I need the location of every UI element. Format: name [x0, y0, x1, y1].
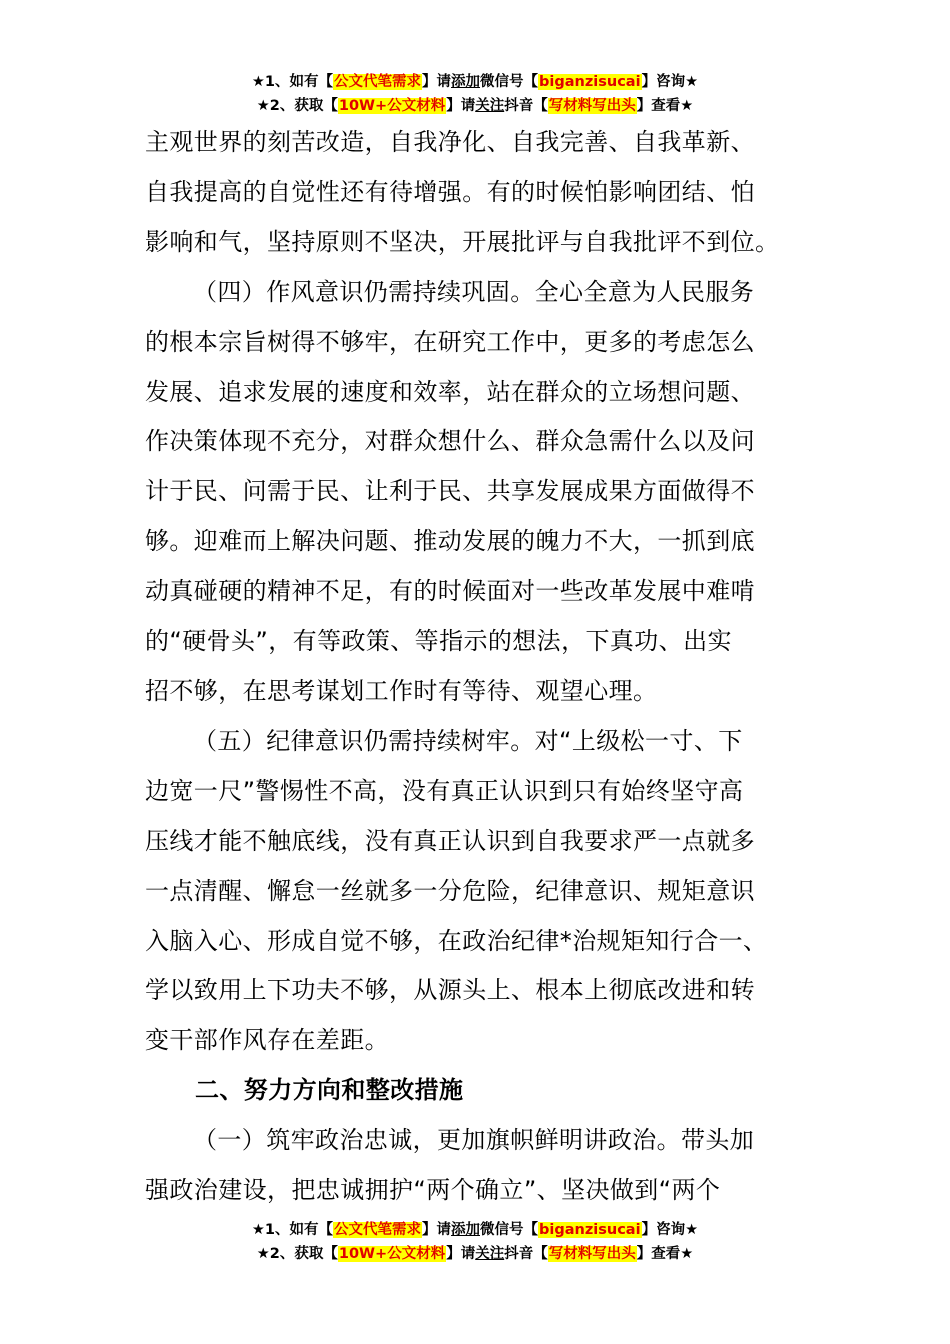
banner-text: ★1、如有【 — [251, 1222, 334, 1238]
highlight-text: 写材料写出头 — [548, 1246, 636, 1262]
banner-text: ★1、如有【 — [251, 74, 334, 90]
body-line: 主观世界的刻苦改造，自我净化、自我完善、自我革新、 — [145, 128, 755, 156]
banner-line-1 — [0, 70, 950, 94]
body-line: 计于民、问需于民、让利于民、共享发展成果方面做得不 — [145, 477, 755, 506]
body-line: 发展、追求发展的速度和效率，站在群众的立场想问题、 — [145, 377, 755, 406]
emphasis-text: 添加 — [451, 74, 481, 90]
banner-text: 】咨询★ — [641, 1222, 699, 1238]
banner-line-1 — [0, 1218, 950, 1242]
banner-text: 抖音【 — [504, 1246, 548, 1262]
document-body — [145, 118, 810, 1216]
body-line: 边宽一尺”警惕性不高，没有真正认识到只有始终坚守高 — [145, 776, 744, 805]
banner-text: 微信号【 — [480, 1222, 539, 1238]
body-line: （五）纪律意识仍需持续树牢。对“上级松一寸、下 — [193, 726, 743, 755]
body-line: 够。迎难而上解决问题、推动发展的魄力不大，一抓到底 — [145, 527, 755, 556]
body-line: 入脑入心、形成自觉不够，在政治纪律*治规矩知行合一、 — [145, 926, 768, 955]
body-line: 自我提高的自觉性还有待增强。有的时候怕影响团结、怕 — [145, 177, 755, 206]
banner-text: 】请 — [422, 74, 452, 90]
body-line: 动真碰硬的精神不足，有的时候面对一些改革发展中难啃 — [145, 577, 755, 606]
highlight-text: 写材料写出头 — [548, 98, 636, 114]
banner-text: 】咨询★ — [641, 74, 699, 90]
body-line: （一）筑牢政治忠诚，更加旗帜鲜明讲政治。带头加 — [193, 1126, 755, 1155]
body-line: 影响和气，坚持原则不坚决，开展批评与自我批评不到位。 — [145, 227, 780, 256]
highlight-text: biganzisucai — [539, 74, 641, 90]
banner-text: 】请 — [446, 1246, 476, 1262]
body-line: 学以致用上下功夫不够，从源头上、根本上彻底改进和转 — [145, 976, 755, 1005]
body-line: 压线才能不触底线，没有真正认识到自我要求严一点就多 — [145, 826, 755, 855]
body-line: 招不够，在思考谋划工作时有等待、观望心理。 — [145, 676, 658, 705]
emphasis-text: 添加 — [451, 1222, 481, 1238]
banner-text: 微信号【 — [480, 74, 539, 90]
body-line: 变干部作风存在差距。 — [145, 1026, 389, 1055]
footer-banner — [0, 1218, 950, 1266]
banner-text: 】请 — [422, 1222, 452, 1238]
body-line: 作决策体现不充分，对群众想什么、群众急需什么以及问 — [145, 427, 755, 456]
banner-text: 抖音【 — [504, 98, 548, 114]
banner-text: ★2、获取【 — [256, 98, 338, 114]
emphasis-text: 关注 — [475, 1246, 505, 1262]
banner-text: 】请 — [446, 98, 476, 114]
emphasis-text: 关注 — [475, 98, 505, 114]
highlight-text: 公文代笔需求 — [334, 1222, 422, 1238]
banner-text: ★2、获取【 — [256, 1246, 338, 1262]
highlight-text: 公文代笔需求 — [334, 74, 422, 90]
highlight-text: 10W+公文材料 — [338, 1246, 446, 1262]
header-banner — [0, 70, 950, 118]
banner-line-2 — [0, 1242, 950, 1266]
highlight-text: biganzisucai — [539, 1222, 641, 1238]
highlight-text: 10W+公文材料 — [338, 98, 446, 114]
body-line: 一点清醒、懈怠一丝就多一分危险，纪律意识、规矩意识 — [145, 876, 755, 905]
body-line: 的根本宗旨树得不够牢，在研究工作中，更多的考虑怎么 — [145, 327, 755, 356]
banner-line-2 — [0, 94, 950, 118]
body-line: 强政治建设，把忠诚拥护“两个确立”、坚决做到“两个 — [145, 1176, 721, 1205]
banner-text: 】查看★ — [636, 98, 694, 114]
body-line: 的“硬骨头”，有等政策、等指示的想法，下真功、出实 — [145, 627, 732, 656]
body-line: （四）作风意识仍需持续巩固。全心全意为人民服务 — [193, 277, 755, 306]
banner-text: 】查看★ — [636, 1246, 694, 1262]
section-heading: 二、努力方向和整改措施 — [195, 1076, 464, 1105]
